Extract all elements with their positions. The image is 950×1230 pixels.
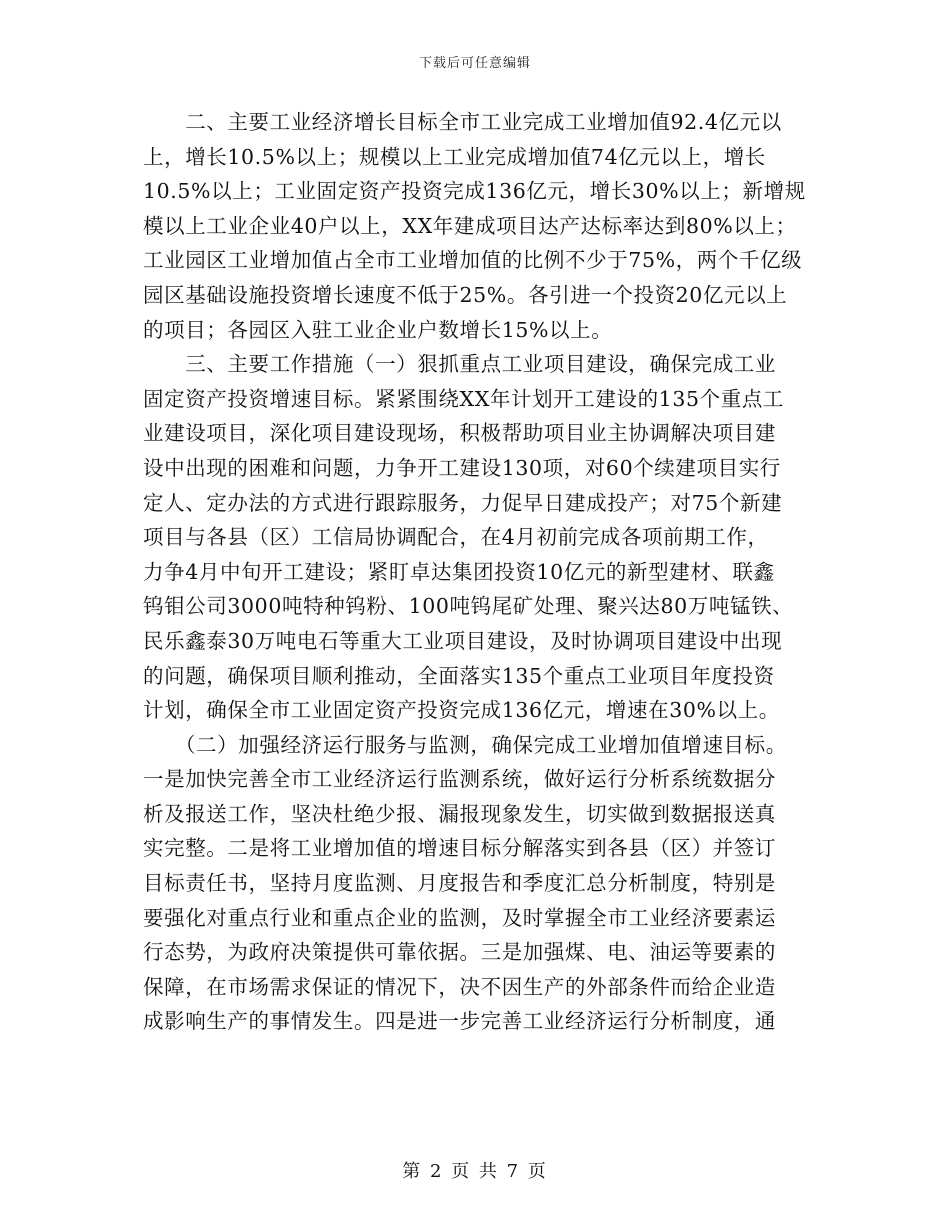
text-line: 成影响生产的事情发生。四是进一步完善工业经济运行分析制度，通 (143, 1009, 776, 1034)
text-line: 定人、定办法的方式进行跟踪服务，力促早日建成投产；对75个新建 (143, 490, 783, 515)
text-line: 一是加快完善全市工业经济运行监测系统，做好运行分析系统数据分 (143, 767, 776, 792)
text-line: 工业园区工业增加值占全市工业增加值的比例不少于75%，两个千亿级 (143, 248, 803, 273)
paragraph-monitoring (143, 728, 811, 1039)
text-line: 固定资产投资增速目标。紧紧围绕XX年计划开工建设的135个重点工 (143, 386, 785, 411)
text-line: 的项目；各园区入驻工业企业户数增长15%以上。 (143, 317, 613, 342)
text-line: 三、主要工作措施（一）狠抓重点工业项目建设，确保完成工业 (143, 352, 776, 377)
text-line: 10.5%以上；工业固定资产投资完成136亿元，增长30%以上；新增规 (143, 179, 806, 204)
document-body (143, 105, 811, 1039)
text-line: 二、主要工业经济增长目标全市工业完成工业增加值92.4亿元以 (143, 110, 782, 134)
text-line: 上，增长10.5%以上；规模以上工业完成增加值74亿元以上，增长 (143, 144, 766, 169)
text-line: 目标责任书，坚持月度监测、月度报告和季度汇总分析制度，特别是 (143, 871, 776, 896)
text-line: 园区基础设施投资增长速度不低于25%。各引进一个投资20亿元以上 (143, 282, 788, 307)
text-line: 保障，在市场需求保证的情况下，决不因生产的外部条件而给企业造 (143, 974, 776, 999)
text-line: 钨钼公司3000吨特种钨粉、100吨钨尾矿处理、聚兴达80万吨锰铁、 (143, 594, 794, 619)
text-line: 业建设项目，深化项目建设现场，积极帮助项目业主协调解决项目建 (143, 421, 776, 446)
paragraph-targets (143, 105, 811, 347)
text-line: 项目与各县（区）工信局协调配合，在4月初前完成各项前期工作， (143, 525, 769, 550)
page-number-footer: 第 2 页 共 7 页 (402, 1161, 548, 1182)
text-line: 实完整。二是将工业增加值的增速目标分解落实到各县（区）并签订 (143, 836, 776, 861)
text-line: 析及报送工作，坚决杜绝少报、漏报现象发生，切实做到数据报送真 (143, 801, 776, 826)
text-line: 要强化对重点行业和重点企业的监测，及时掌握全市工业经济要素运 (143, 905, 776, 930)
text-line: 力争4月中旬开工建设；紧盯卓达集团投资10亿元的新型建材、联鑫 (143, 559, 775, 584)
text-line: 民乐鑫泰30万吨电石等重大工业项目建设，及时协调项目建设中出现 (143, 628, 783, 653)
text-line: 行态势，为政府决策提供可靠依据。三是加强煤、电、油运等要素的 (143, 940, 776, 965)
text-line: 模以上工业企业40户以上，XX年建成项目达产达标率达到80%以上； (143, 213, 797, 238)
text-line: 的问题，确保项目顺利推动，全面落实135个重点工业项目年度投资 (143, 663, 775, 688)
page-header: 下载后可任意编辑 (418, 56, 531, 71)
paragraph-measures (143, 347, 811, 728)
text-line: （二）加强经济运行服务与监测，确保完成工业增加值增速目标。 (143, 732, 787, 757)
text-line: 计划，确保全市工业固定资产投资完成136亿元，增速在30%以上。 (143, 698, 780, 723)
text-line: 设中出现的困难和问题，力争开工建设130项，对60个续建项目实行 (143, 455, 781, 480)
